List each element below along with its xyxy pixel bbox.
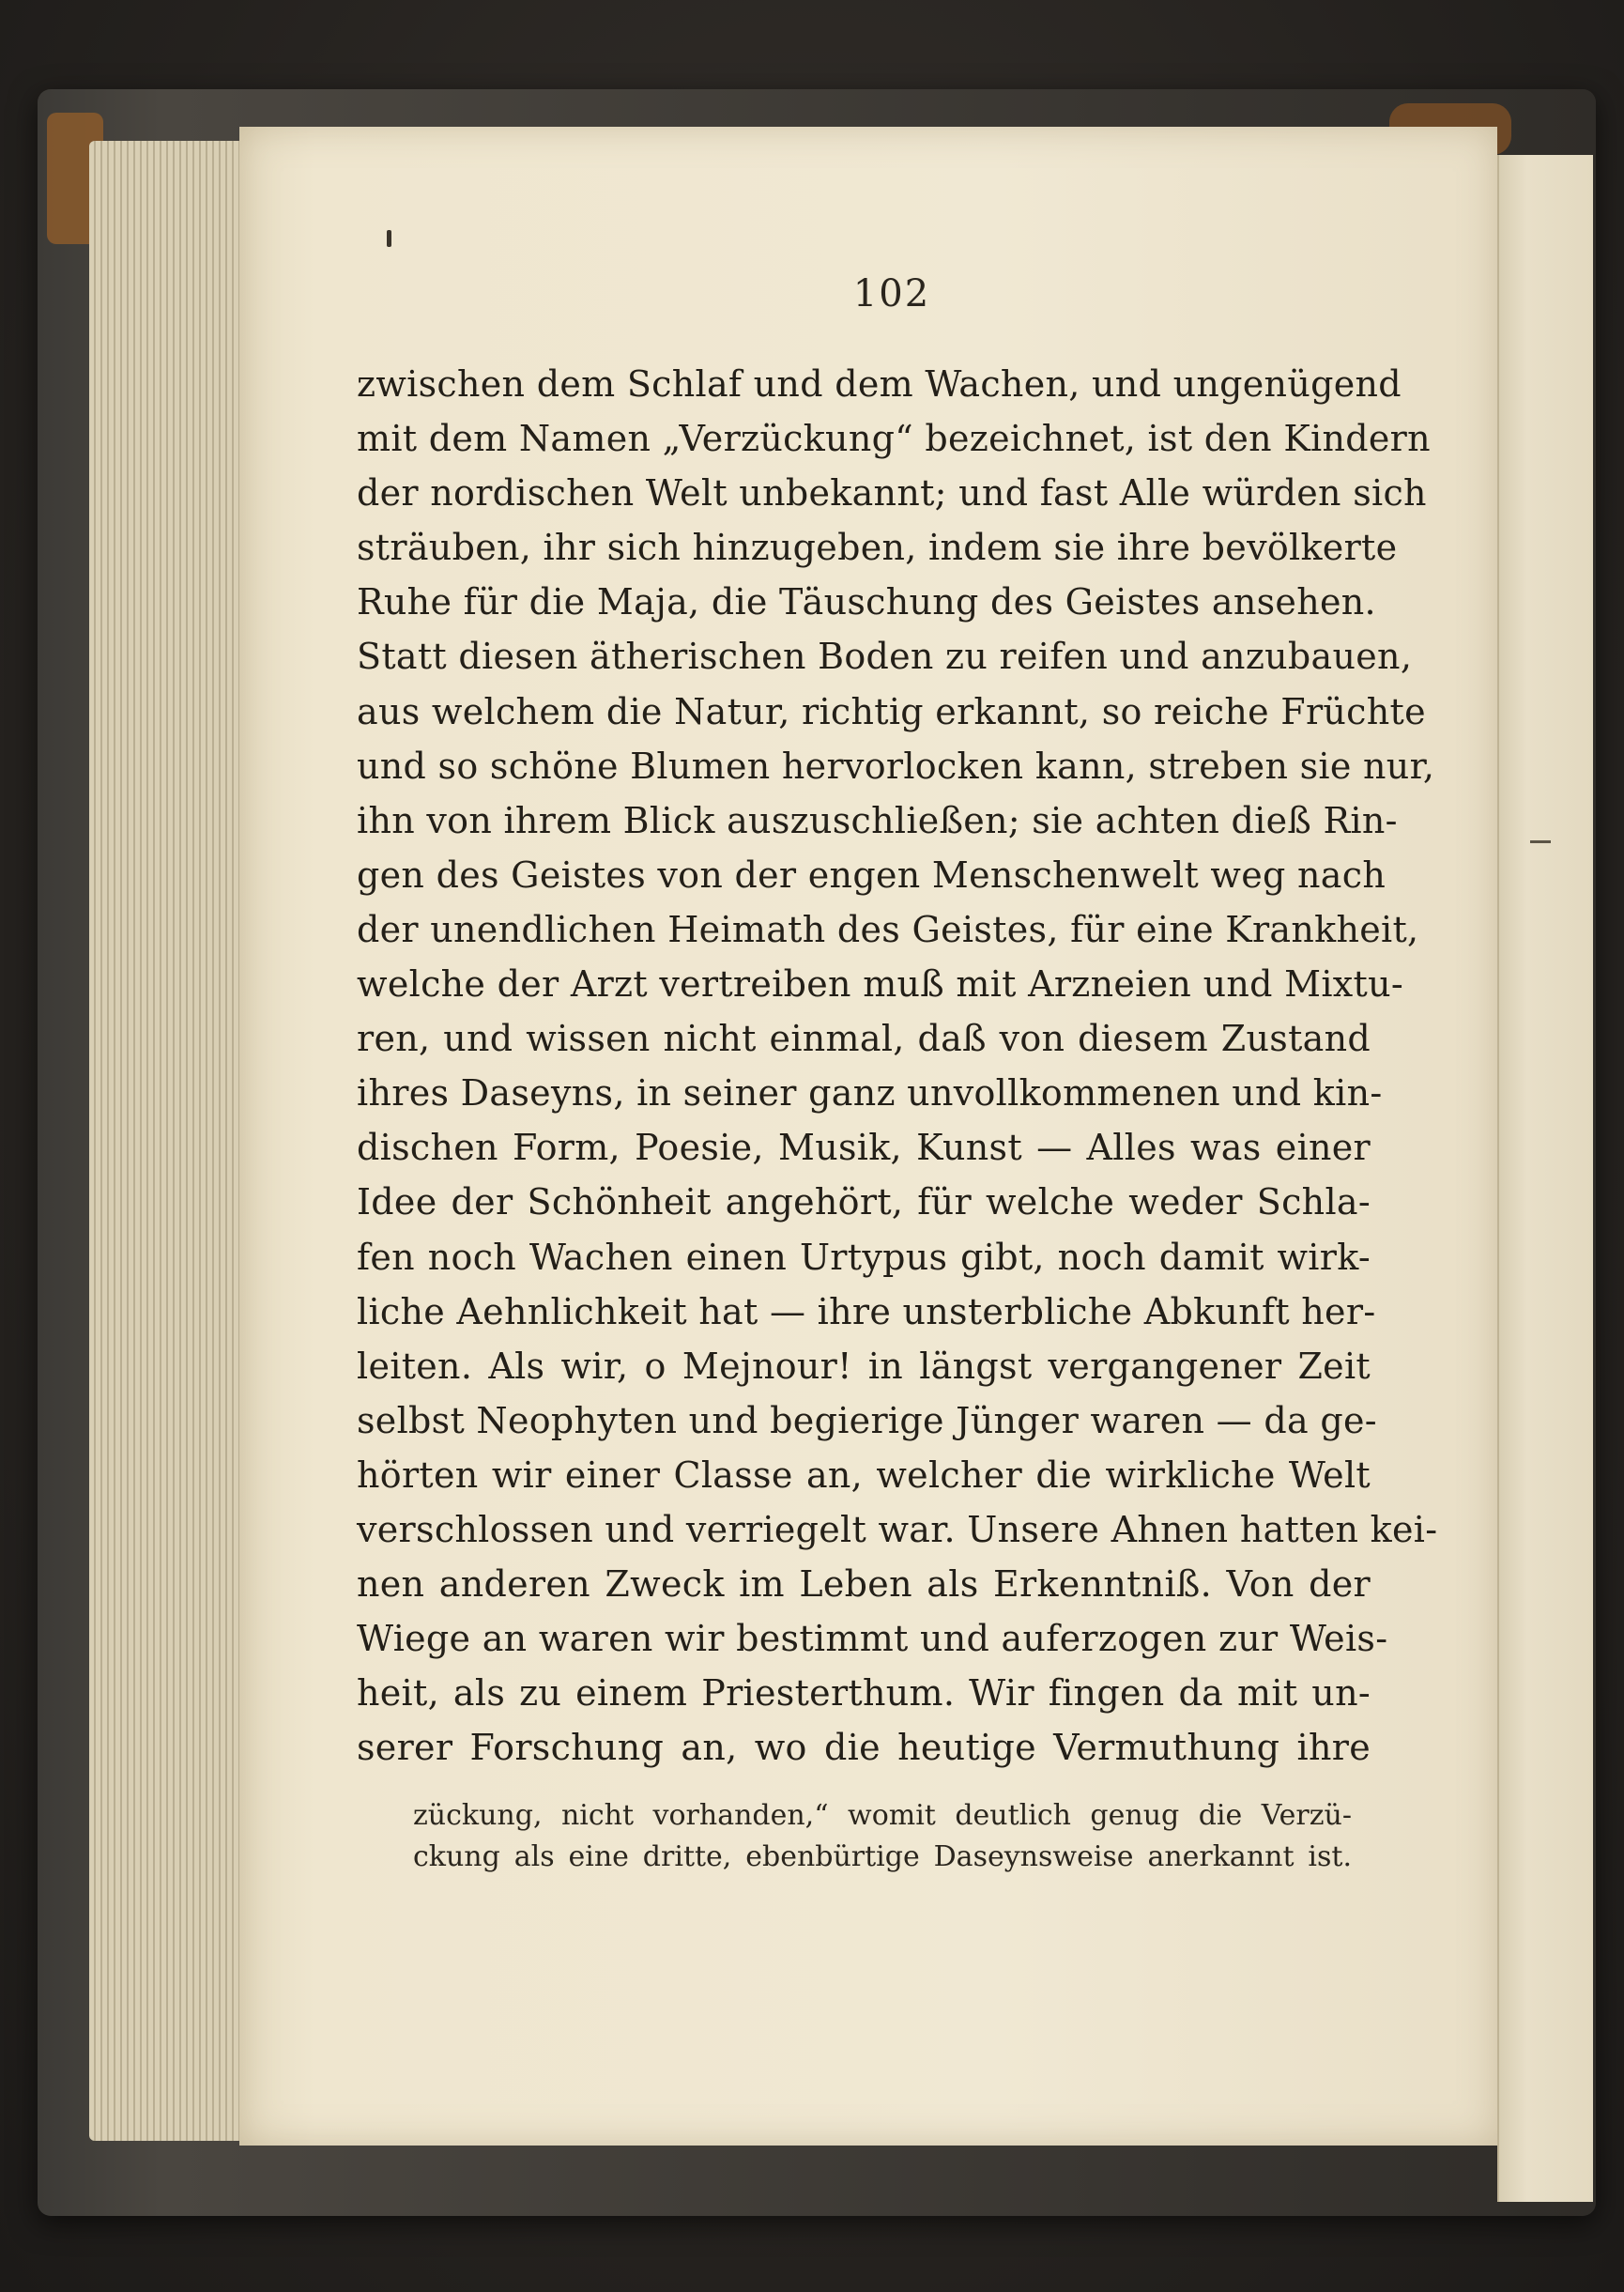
text-line: mit dem Namen „Verzückung“ bezeichnet, ist den Kindern [357,418,1431,460]
page-body-text [357,357,1438,1775]
facing-page-mark [1530,840,1551,843]
text-line: Ruhe für die Maja, die Täuschung des Geistes ansehen. [357,581,1376,623]
text-line: nen anderen Zweck im Leben als Erkenntniß. Von der [357,1563,1371,1606]
text-line: Wiege an waren wir bestimmt und auferzogen zur Weis- [357,1618,1388,1660]
text-line: hörten wir einer Classe an, welcher die wirkliche Welt [357,1454,1371,1496]
text-line: zwischen dem Schlaf und dem Wachen, und ungenügend [357,363,1402,405]
text-line: liche Aehnlichkeit hat — ihre unsterbliche Abkunft her- [357,1290,1376,1332]
text-line: ren, und wissen nicht einmal, daß von diesem Zustand [357,1018,1371,1060]
text-line: dischen Form, Poesie, Musik, Kunst — Alles was einer [357,1127,1371,1169]
text-line: ihn von ihrem Blick auszuschließen; sie achten dieß Rin- [357,799,1398,841]
text-line: selbst Neophyten und begierige Jünger waren — da ge- [357,1399,1377,1441]
text-line: und so schöne Blumen hervorlocken kann, streben sie nur, [357,745,1435,787]
text-line: heit, als zu einem Priesterthum. Wir fingen da mit un- [357,1672,1371,1715]
text-line: serer Forschung an, wo die heutige Vermuthung ihre [357,1727,1371,1769]
footnote-line: zückung, nicht vorhanden,“ womit deutlich genug die Verzü- [413,1799,1352,1832]
footnote [413,1795,1352,1878]
page-number: 102 [852,272,931,315]
text-line: fen noch Wachen einen Urtypus gibt, noch damit wirk- [357,1236,1371,1278]
text-line: verschlossen und verriegelt war. Unsere Ahnen hatten kei- [357,1508,1438,1550]
text-line: ihres Daseyns, in seiner ganz unvollkommenen und kin- [357,1072,1383,1115]
text-line: aus welchem die Natur, richtig erkannt, so reiche Früchte [357,690,1426,732]
text-line: sträuben, ihr sich hinzugeben, indem sie ihre bevölkerte [357,527,1398,569]
text-line: Idee der Schönheit angehört, für welche weder Schla- [357,1181,1371,1223]
text-line: der nordischen Welt unbekannt; und fast Alle würden sich [357,472,1427,515]
footnote-line: ckung als eine dritte, ebenbürtige Daseynsweise anerkannt ist. [413,1840,1352,1873]
page-edges [89,141,253,2141]
text-line: der unendlichen Heimath des Geistes, für eine Krankheit, [357,908,1419,950]
text-line: gen des Geistes von der engen Menschenwelt weg nach [357,854,1387,896]
text-line: Statt diesen ätherischen Boden zu reifen und anzubauen, [357,636,1413,678]
facing-page [1497,155,1593,2202]
ink-speck [387,230,391,247]
text-line: leiten. Als wir, o Mejnour! in längst vergangener Zeit [357,1345,1371,1387]
text-line: welche der Arzt vertreiben muß mit Arzneien und Mixtu- [357,963,1404,1006]
